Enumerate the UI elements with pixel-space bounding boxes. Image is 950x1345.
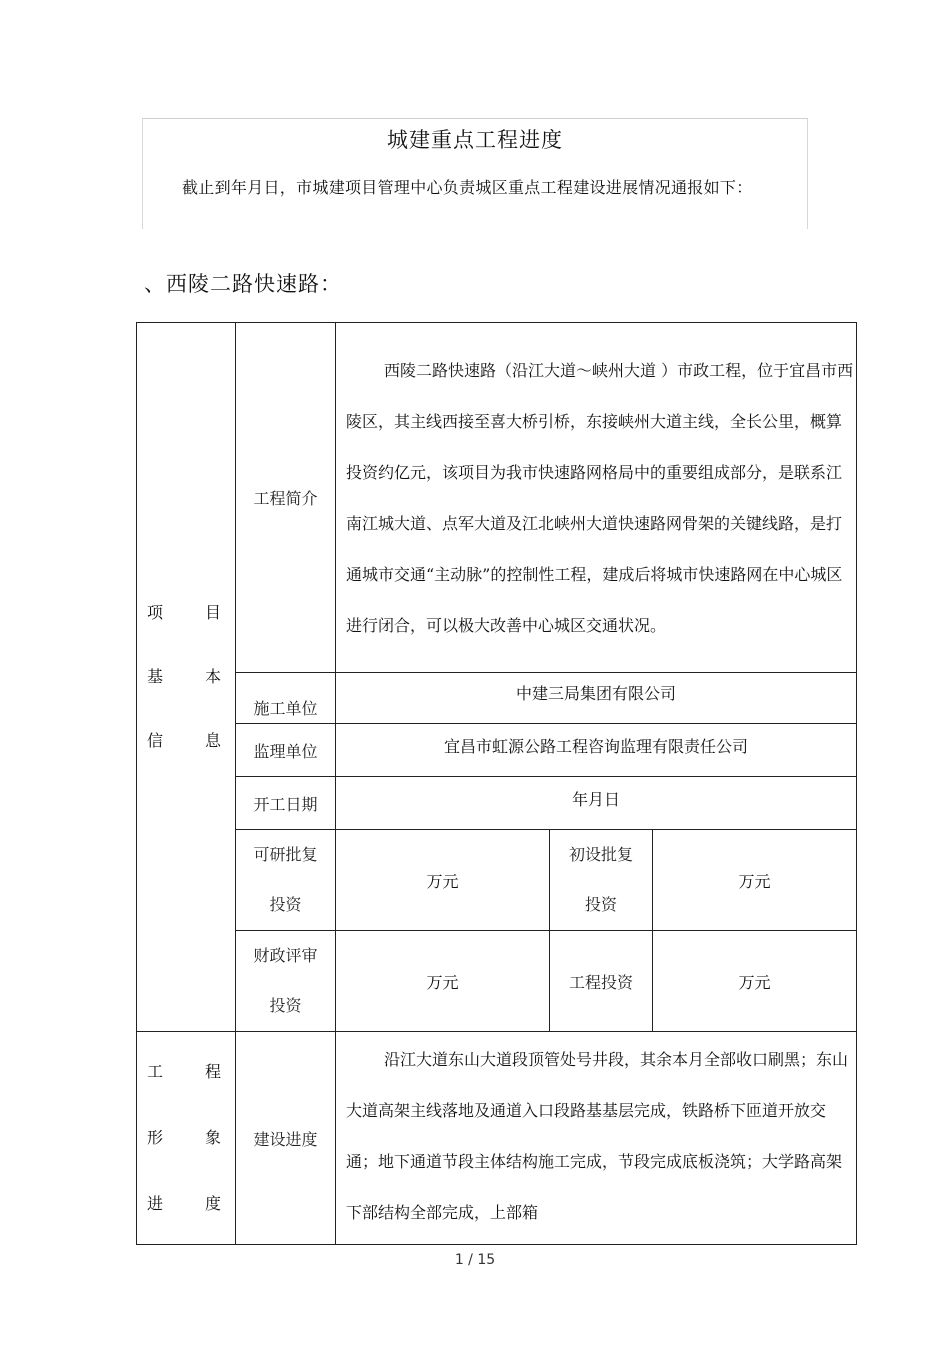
feasibility-value: 万元 <box>336 830 550 931</box>
fiscal-review-value: 万元 <box>336 931 550 1032</box>
preliminary-label: 初设批复投资 <box>550 830 653 931</box>
page-number: 1 / 15 <box>454 1252 496 1268</box>
progress-text: 沿江大道东山大道段顶管处号井段，其余本月全部收口刷黑；东山大道高架主线落地及通道入口段路基基层完成，铁路桥下匝道开放交通；地下通道节段主体结构施工完成，节段完成底板浇筑；大学路高架下部结构全部完成，上部箱 <box>336 1032 857 1245</box>
intro-text: 西陵二路快速路（沿江大道～峡州大道 ）市政工程，位于宜昌市西陵区，其主线西接至喜大桥引桥，东接峡州大道主线，全长公里，概算投资约亿元，该项目为我市快速路网格局中的重要组成部分，是联系江南江城大道、点军大道及江北峡州大道快速路网骨架的关键线路，是打通城市交通“主动脉”的控制性工程，建成后将城市快速路网在中心城区进行闭合，可以极大改善中心城区交通状况。 <box>336 323 857 673</box>
contractor-label: 施工单位 <box>236 673 336 724</box>
intro-paragraph: 截止到年月日，市城建项目管理中心负责城区重点工程建设进展情况通报如下： <box>182 178 753 197</box>
group-basic-info: 项 目 基 本 信 息 <box>137 323 236 1032</box>
feasibility-label: 可研批复投资 <box>236 830 336 931</box>
supervisor-value: 宜昌市虹源公路工程咨询监理有限责任公司 <box>336 724 857 777</box>
project-invest-value: 万元 <box>653 931 857 1032</box>
supervisor-label: 监理单位 <box>236 724 336 777</box>
section-heading: 、西陵二路快速路： <box>144 272 342 296</box>
group-progress: 工 程 形 象 进 度 <box>137 1032 236 1245</box>
preliminary-value: 万元 <box>653 830 857 931</box>
project-invest-label: 工程投资 <box>550 931 653 1032</box>
start-date-label: 开工日期 <box>236 777 336 830</box>
intro-label: 工程简介 <box>236 323 336 673</box>
progress-label: 建设进度 <box>236 1032 336 1245</box>
contractor-value: 中建三局集团有限公司 <box>336 673 857 724</box>
document-title: 城建重点工程进度 <box>387 128 563 152</box>
fiscal-review-label: 财政评审投资 <box>236 931 336 1032</box>
project-info-table <box>136 322 857 1245</box>
start-date-value: 年月日 <box>336 777 857 830</box>
